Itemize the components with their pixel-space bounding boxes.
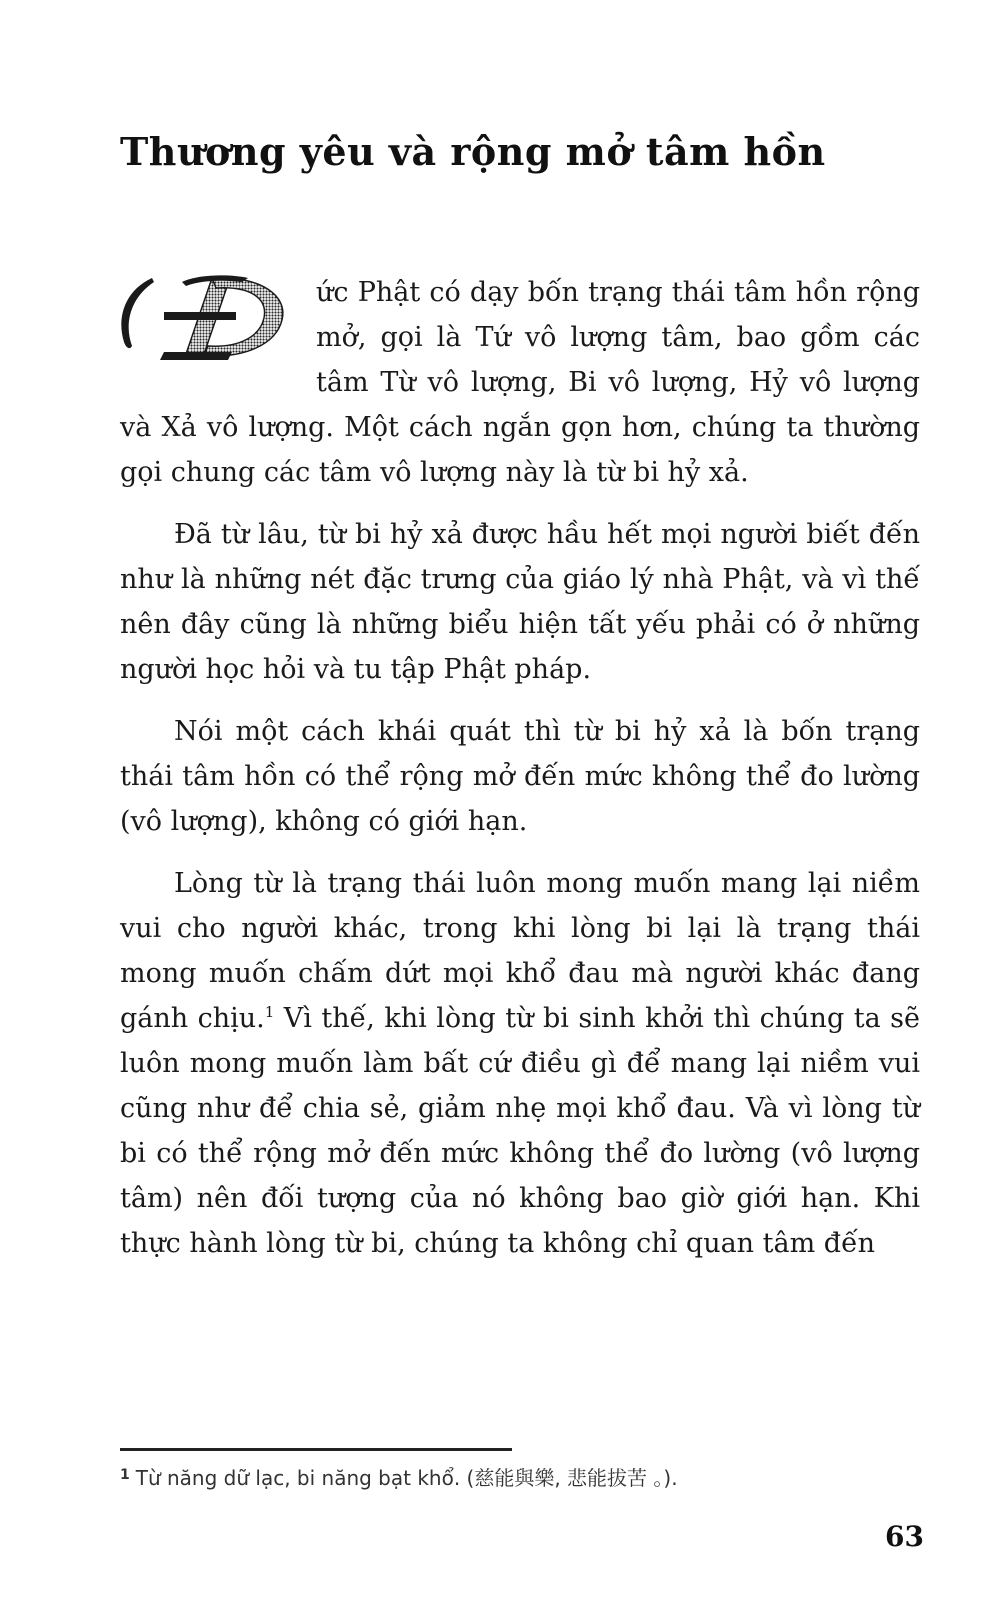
dropcap-letter (112, 272, 312, 364)
paragraph-1 (120, 270, 920, 495)
paragraph-1-text: ức Phật có dạy bốn trạng thái tâm hồn rộng mở, gọi là Tứ vô lượng tâm, bao gồm các tâm Từ vô lượng, Bi vô lượng, Hỷ vô lượng và Xả vô lượng. Một cách ngắn gọn hơn, chúng ta thường gọi chung các tâm vô lượng này là từ bi hỷ xả. (120, 277, 920, 488)
dropcap-swash (121, 278, 154, 348)
paragraph-4-text-b: Vì thế, khi lòng từ bi sinh khởi thì chúng ta sẽ luôn mong muốn làm bất cứ điều gì để mang lại niềm vui cũng như để chia sẻ, giảm nhẹ mọi khổ đau. Và vì lòng từ bi có thể rộng mở đến mức không thể đo lường (vô lượng tâm) nên đối tượng của nó không bao giờ giới hạn. Khi thực hành lòng từ bi, chúng ta không chỉ quan tâm đến (120, 1003, 920, 1259)
paragraph-4-text-a: Lòng từ là trạng thái luôn mong muốn mang lại niềm vui cho người khác, trong khi lòng bi lại là trạng thái mong muốn chấm dứt mọi khổ đau mà người khác đang gánh chịu. (120, 868, 920, 1034)
page-number: 63 (885, 1520, 924, 1553)
footnote-reference[interactable]: 1 (264, 1003, 275, 1021)
dropcap-base (160, 352, 232, 360)
footnote-text: Từ năng dữ lạc, bi năng bạt khổ. (慈能與樂, 悲能拔苦 。). (135, 1466, 678, 1490)
dropcap-crossbar (164, 312, 236, 320)
footnote-number: 1 (120, 1467, 130, 1483)
body-text (120, 270, 920, 1283)
paragraph-3: Nói một cách khái quát thì từ bi hỷ xả là bốn trạng thái tâm hồn có thể rộng mở đến mức không thể đo lường (vô lượng), không có giới hạn. (120, 716, 920, 837)
paragraph-2: Đã từ lâu, từ bi hỷ xả được hầu hết mọi người biết đến như là những nét đặc trưng của giáo lý nhà Phật, và vì thế nên đây cũng là những biểu hiện tất yếu phải có ở những người học hỏi và tu tập Phật pháp. (120, 519, 920, 685)
chapter-title: Thương yêu và rộng mở tâm hồn (120, 129, 826, 174)
paragraph-4 (120, 861, 920, 1266)
dropcap-graphic (112, 272, 312, 364)
footnote-divider (120, 1448, 512, 1451)
footnote (120, 1460, 920, 1493)
